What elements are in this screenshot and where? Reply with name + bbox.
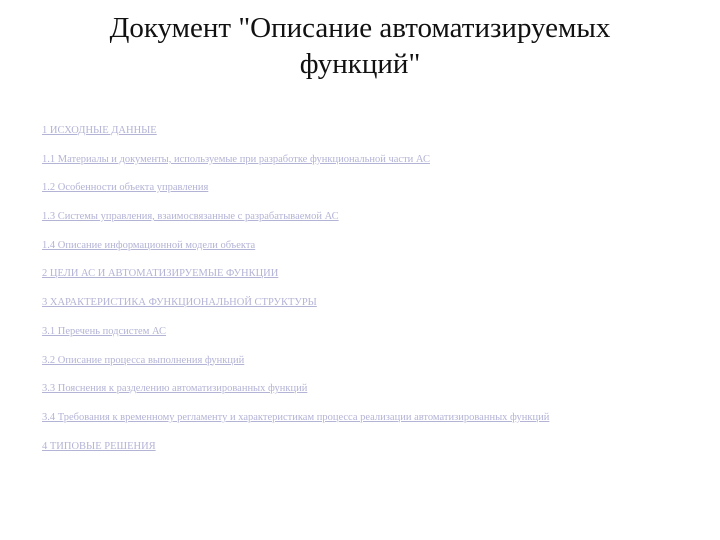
table-of-contents <box>42 120 712 464</box>
toc-link-4[interactable]: 4 ТИПОВЫЕ РЕШЕНИЯ <box>42 440 156 452</box>
toc-link-2[interactable]: 2 ЦЕЛИ АС И АВТОМАТИЗИРУЕМЫЕ ФУНКЦИИ <box>42 268 279 280</box>
page-title <box>0 10 720 82</box>
title-line-2: функций" <box>299 48 421 80</box>
toc-link-1[interactable]: 1 ИСХОДНЫЕ ДАННЫЕ <box>42 125 157 136</box>
toc-link-3-2[interactable]: 3.2 Описание процесса выполнения функций <box>42 354 245 366</box>
toc-link-1-3[interactable]: 1.3 Системы управления, взаимосвязанные с разрабатываемой АС <box>42 211 339 223</box>
toc-link-3-1[interactable]: 3.1 Перечень подсистем АС <box>42 325 167 337</box>
title-line-1: Документ "Описание автоматизируемых <box>109 12 611 44</box>
toc-link-1-4[interactable]: 1.4 Описание информационной модели объекта <box>42 239 256 251</box>
toc-link-3-3[interactable]: 3.3 Пояснения к разделению автоматизированных функций <box>42 383 308 395</box>
toc-link-1-1[interactable]: 1.1 Материалы и документы, используемые при разработке функциональной части АС <box>42 153 430 165</box>
toc-link-3[interactable]: 3 ХАРАКТЕРИСТИКА ФУНКЦИОНАЛЬНОЙ СТРУКТУРЫ <box>42 297 317 309</box>
toc-link-1-2[interactable]: 1.2 Особенности объекта управления <box>42 182 209 194</box>
toc-link-3-4[interactable]: 3.4 Требования к временному регламенту и характеристикам процесса реализации автоматизированных функций <box>42 411 550 423</box>
